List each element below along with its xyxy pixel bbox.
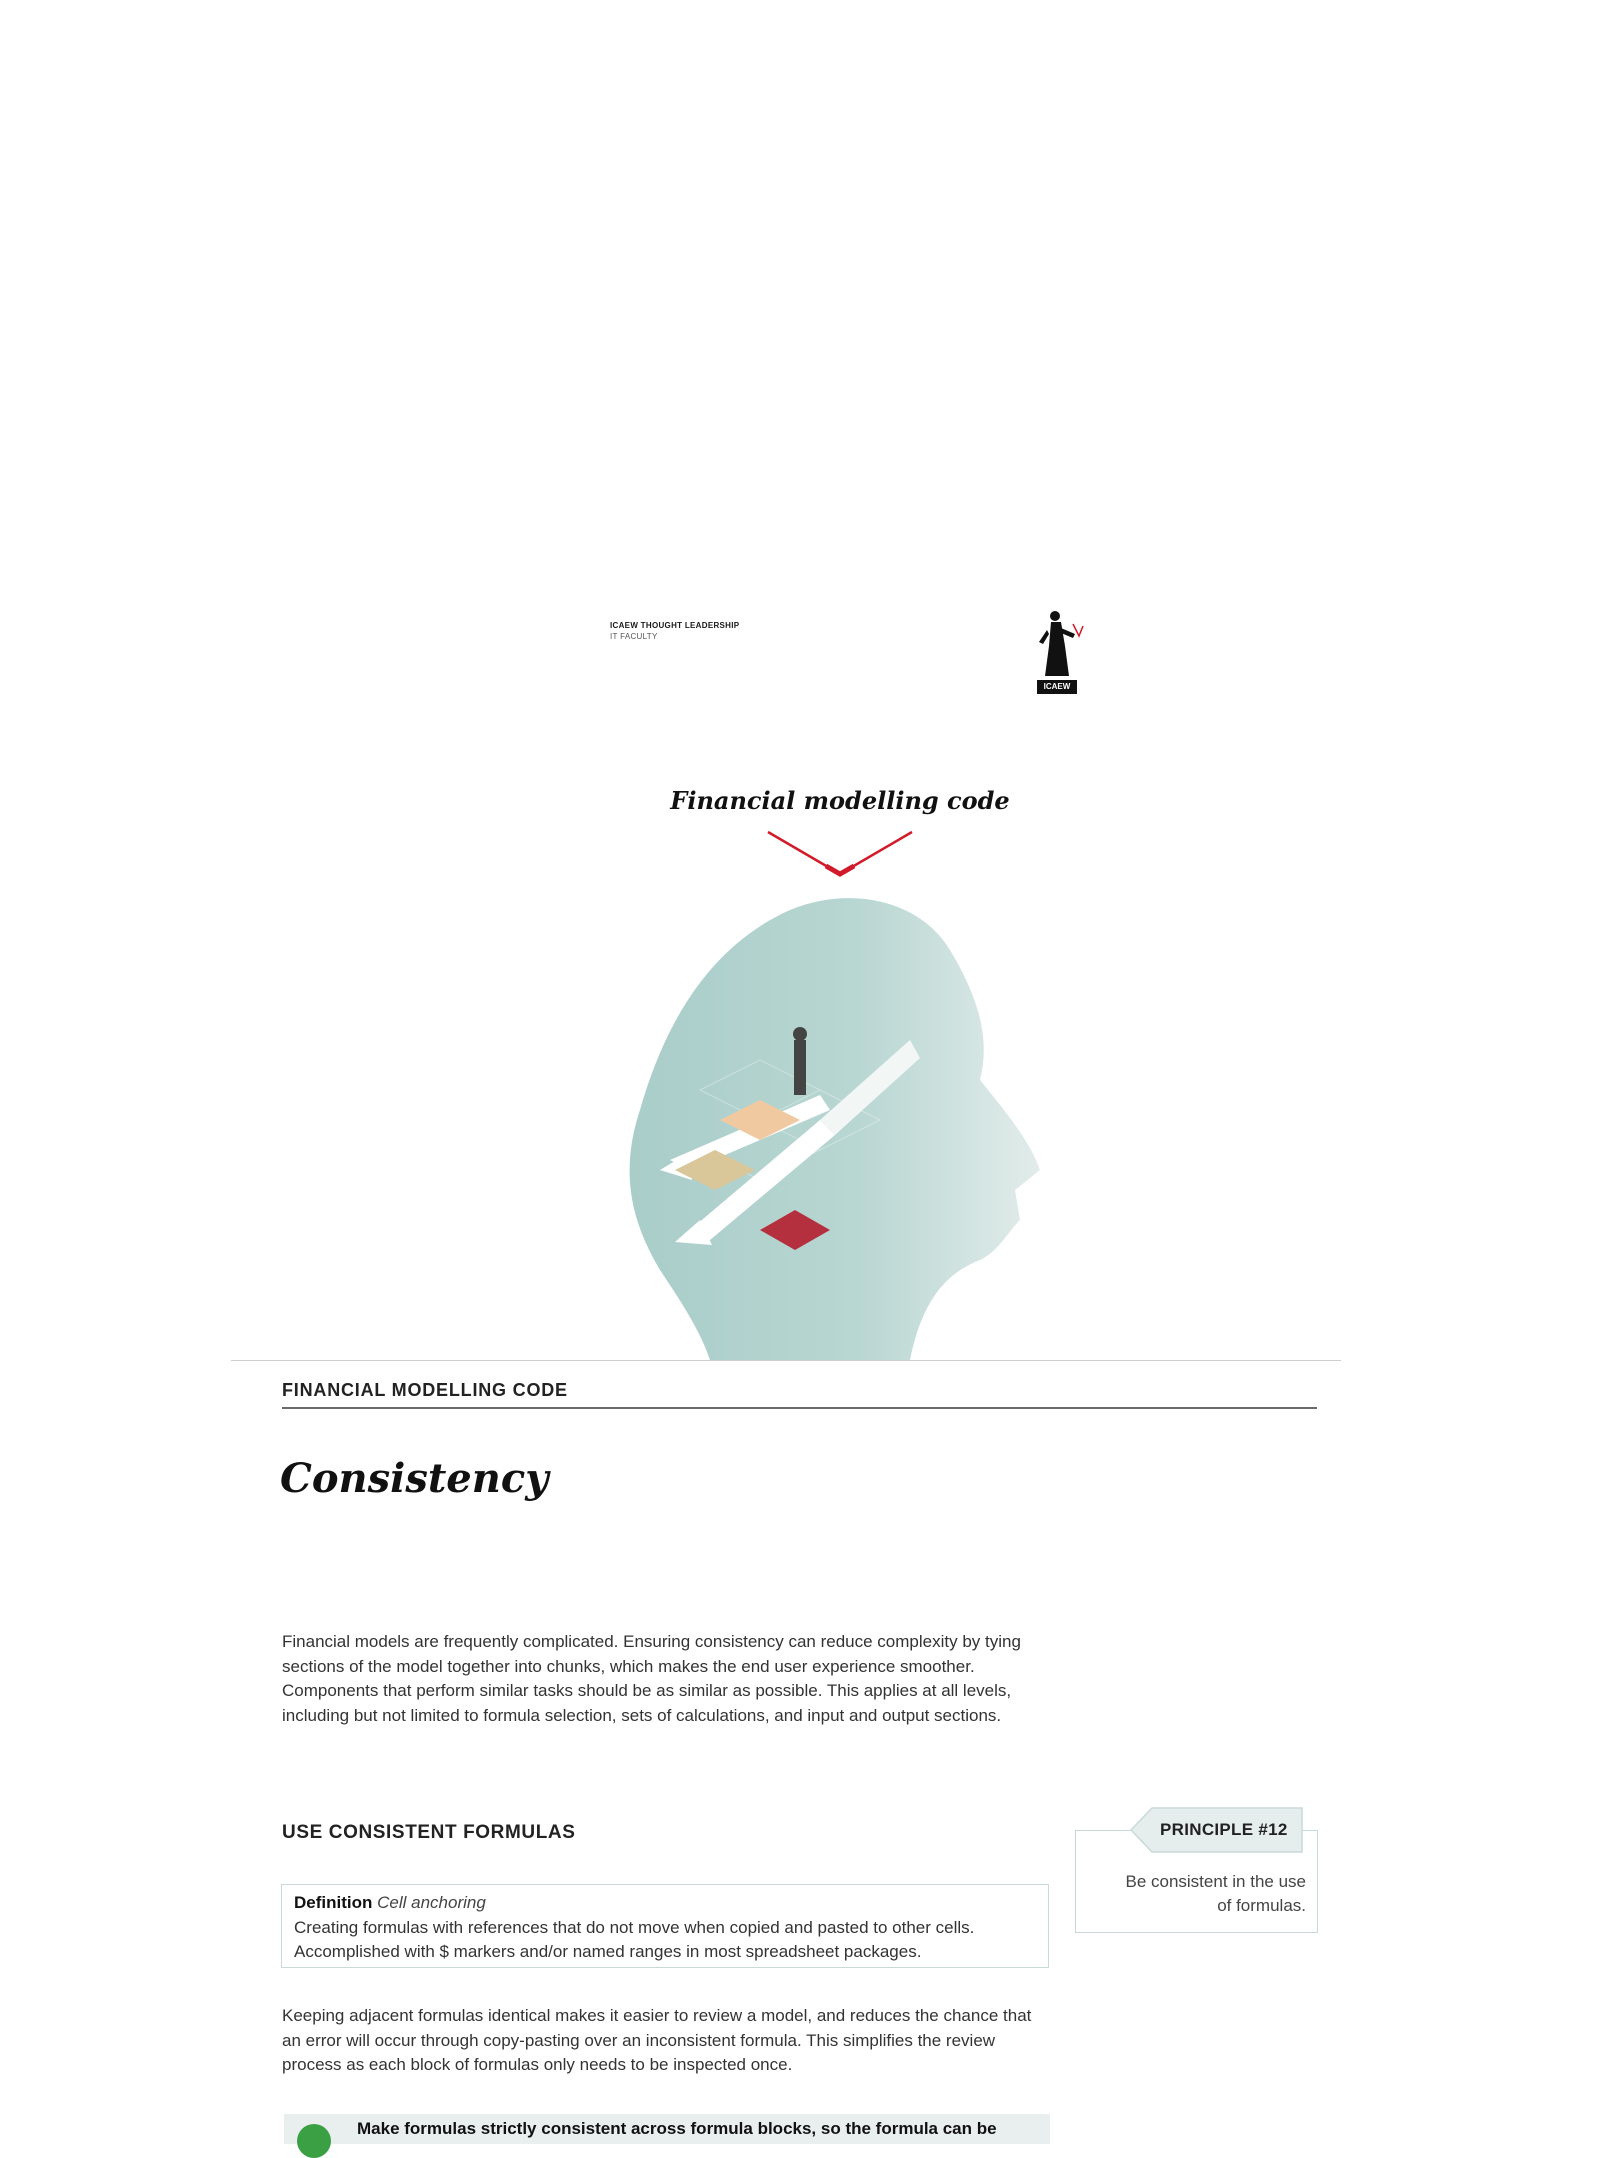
definition-label: Definition: [294, 1893, 373, 1912]
principle-text: Be consistent in the use of formulas.: [1125, 1872, 1306, 1915]
rule-text: Make formulas strictly consistent across formula blocks, so the formula can be: [357, 2119, 997, 2138]
definition-term: Cell anchoring: [377, 1893, 486, 1912]
head-illustration: [620, 890, 1060, 1360]
cover-faculty: IT FACULTY: [610, 632, 658, 641]
definition-box: [281, 1884, 1049, 1968]
page-divider: [231, 1360, 1341, 1361]
section-header: FINANCIAL MODELLING CODE: [282, 1380, 568, 1400]
chevron-down-icon: [766, 830, 914, 878]
body-paragraph: Keeping adjacent formulas identical makes it easier to review a model, and reduces the chance that an error will occur through copy-pasting over an inconsistent formula. This simplifies the review process as each block of formulas only needs to be inspected once.: [282, 2006, 1032, 2074]
subheading: USE CONSISTENT FORMULAS: [282, 1822, 576, 1843]
check-icon: [297, 2124, 331, 2158]
header-rule: [282, 1407, 1317, 1409]
intro-paragraph: Financial models are frequently complicated. Ensuring consistency can reduce complexity by tying sections of the model together into chunks, which makes the end user experience smoother. Components that perform similar tasks should be as similar as possible. This applies at all levels, including but not limited to formula selection, sets of calculations, and input and output sections.: [282, 1632, 1021, 1725]
definition-text: Creating formulas with references that do not move when copied and pasted to other cells. Accomplished with $ markers and/or named ranges in most spreadsheet packages.: [294, 1917, 975, 1961]
cover-title: Financial modelling code: [670, 786, 1010, 815]
cover-kicker: ICAEW THOUGHT LEADERSHIP: [610, 621, 740, 630]
logo-wordmark: ICAEW: [1037, 680, 1077, 694]
principle-label: PRINCIPLE #12: [1160, 1820, 1288, 1839]
page-title: Consistency: [280, 1455, 549, 1502]
